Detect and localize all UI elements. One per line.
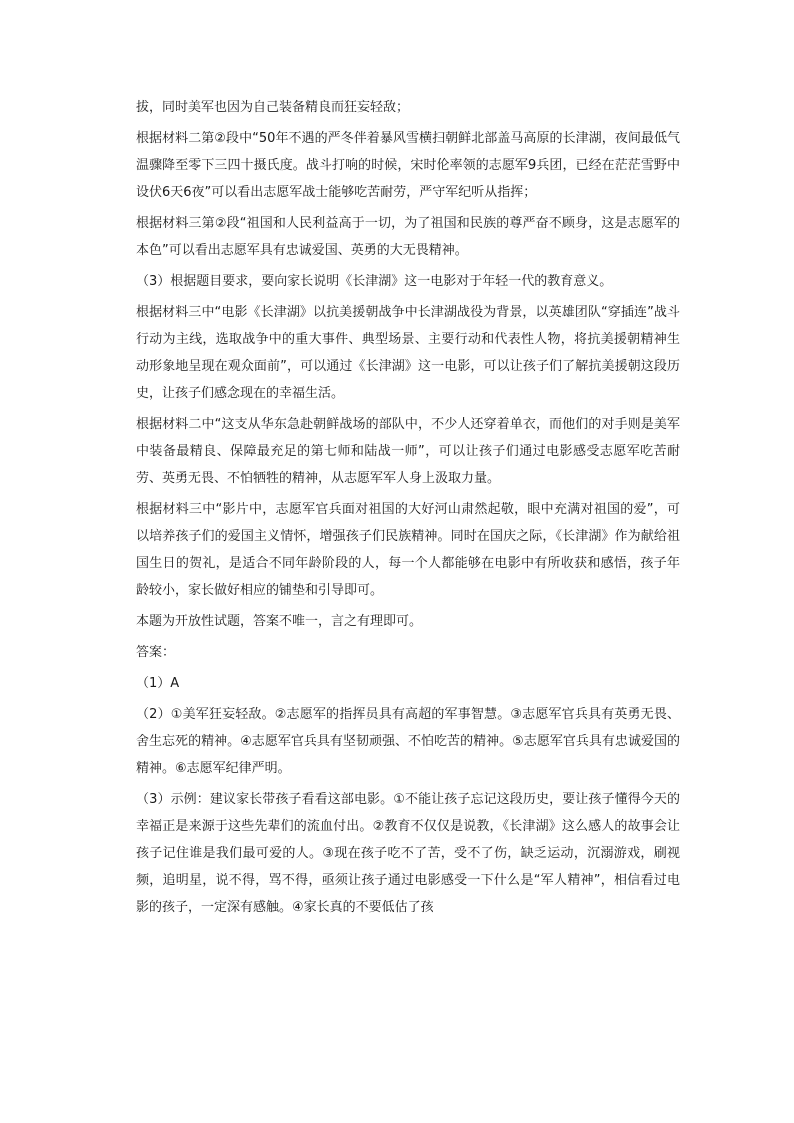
paragraph-material-three-patriotism: 根据材料三中“影片中，志愿军官兵面对祖国的大好河山肃然起敬，眼中充满对祖国的爱”，可以培养孩子们的爱国主义情怀，增强孩子们民族精神。同时在国庆之际，《长津湖》作为献给祖国生日的贺礼，是适合不同年龄阶段的人，每一个人都能够在电影中有所收获和感悟，孩子年龄较小，家长做好相应的铺垫和引导即可。 <box>136 502 680 598</box>
answer-3: （3）示例：建议家长带孩子看看这部电影。①不能让孩子忘记这段历史，要让孩子懂得今天的幸福正是来源于这些先辈们的流血付出。②教育不仅仅是说教，《长津湖》这么感人的故事会让孩子记住谁是我们最可爱的人。③现在孩子吃不了苦，受不了伤，缺乏运动，沉溺游戏，刷视频，追明星，说不得，骂不得，亟须让孩子通过电影感受一下什么是“军人精神”，相信看过电影的孩子，一定深有感触。④家长真的不要低估了孩 <box>136 792 680 915</box>
document-body <box>136 94 680 925</box>
paragraph-material-three-film: 根据材料三中“电影《长津湖》以抗美援朝战争中长津湖战役为背景，以英雄团队“穿插连”战斗行动为主线，选取战争中的重大事件、典型场景、主要行动和代表性人物，将抗美援朝精神生动形象地呈现在观众面前”，可以通过《长津湖》这一电影，可以让孩子们了解抗美援朝这段历史，让孩子们感念现在的幸福生活。 <box>136 305 680 401</box>
paragraph-question-3-intro: （3）根据题目要求，要向家长说明《长津湖》这一电影对于年轻一代的教育意义。 <box>136 274 613 289</box>
paragraph-continuation: 拔，同时美军也因为自己装备精良而狂妄轻敌； <box>136 100 410 115</box>
answer-1: （1）A <box>136 676 180 691</box>
paragraph-material-three-analysis: 根据材料三第②段“祖国和人民利益高于一切，为了祖国和民族的尊严奋不顾身，这是志愿军的本色”可以看出志愿军具有忠诚爱国、英勇的大无畏精神。 <box>136 216 680 258</box>
answer-2: （2）①美军狂妄轻敌。②志愿军的指挥员具有高超的军事智慧。③志愿军官兵具有英勇无畏、舍生忘死的精神。④志愿军官兵具有坚韧顽强、不怕吃苦的精神。⑤志愿军官兵具有忠诚爱国的精神。⑥志愿军纪律严明。 <box>136 707 680 776</box>
paragraph-material-two-troops: 根据材料二中“这支从华东急赴朝鲜战场的部队中，不少人还穿着单衣，而他们的对手则是美军中装备最精良、保障最充足的第七师和陆战一师”，可以让孩子们通过电影感受志愿军吃苦耐劳、英勇无畏、不怕牺牲的精神，从志愿军军人身上汲取力量。 <box>136 417 680 486</box>
answer-heading: 答案： <box>136 645 176 660</box>
paragraph-material-two-analysis: 根据材料二第②段中“50年不遇的严冬伴着暴风雪横扫朝鲜北部盖马高原的长津湖，夜间最低气温骤降至零下三四十摄氏度。战斗打响的时候，宋时伦率领的志愿军9兵团，已经在茫茫雪野中设伏6天6夜”可以看出志愿军战士能够吃苦耐劳，严守军纪听从指挥； <box>136 131 680 200</box>
paragraph-open-question-note: 本题为开放性试题，答案不唯一，言之有理即可。 <box>136 614 423 629</box>
